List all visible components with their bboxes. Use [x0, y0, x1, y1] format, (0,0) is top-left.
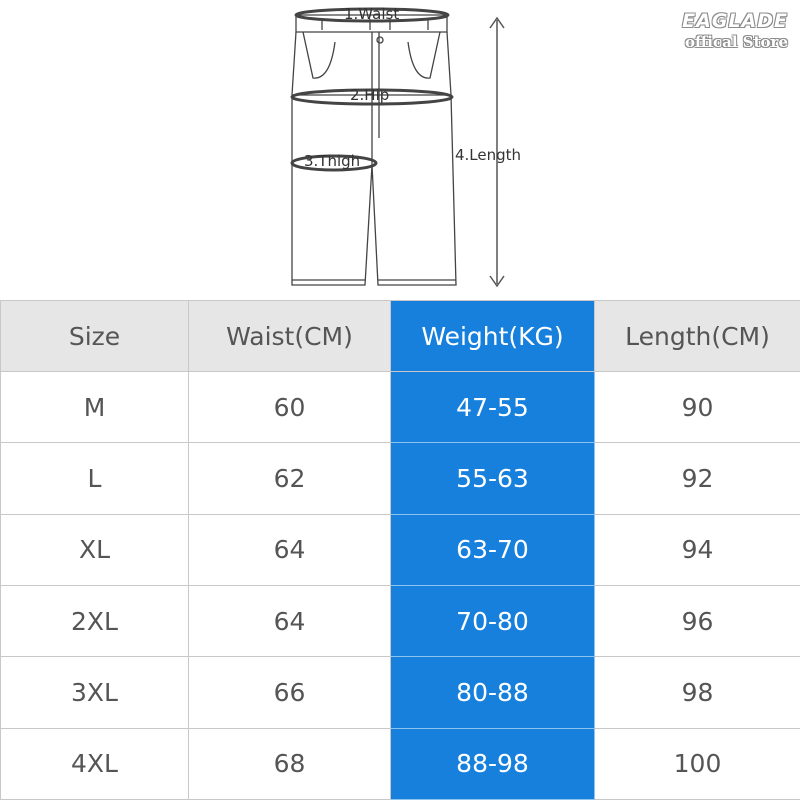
cell-weight: 80-88 [391, 657, 595, 728]
header-waist: Waist(CM) [189, 301, 391, 372]
table-row [1, 443, 800, 514]
waist-label: 1.Waist [344, 5, 400, 23]
cell-size: 4XL [1, 728, 189, 799]
cell-size: XL [1, 514, 189, 585]
brand-logo: EAGLADE [682, 10, 788, 32]
cell-size: 2XL [1, 585, 189, 656]
table-row [1, 372, 800, 443]
cell-waist: 64 [189, 514, 391, 585]
cell-weight: 70-80 [391, 585, 595, 656]
cell-waist: 62 [189, 443, 391, 514]
header-length: Length(CM) [595, 301, 800, 372]
table-row [1, 657, 800, 728]
cell-length: 92 [595, 443, 800, 514]
pants-measurement-diagram [0, 0, 800, 300]
cell-length: 98 [595, 657, 800, 728]
cell-size: M [1, 372, 189, 443]
cell-waist: 60 [189, 372, 391, 443]
length-label: 4.Length [455, 146, 522, 164]
cell-weight: 63-70 [391, 514, 595, 585]
brand-subtitle: offical Store [684, 33, 788, 51]
cell-size: L [1, 443, 189, 514]
pants-outline [292, 15, 456, 285]
cell-waist: 66 [189, 657, 391, 728]
cell-weight: 55-63 [391, 443, 595, 514]
cell-length: 100 [595, 728, 800, 799]
header-weight: Weight(KG) [391, 301, 595, 372]
cell-waist: 64 [189, 585, 391, 656]
table-row [1, 514, 800, 585]
cell-size: 3XL [1, 657, 189, 728]
cell-weight: 88-98 [391, 728, 595, 799]
size-chart-table [0, 300, 800, 800]
header-size: Size [1, 301, 189, 372]
cell-waist: 68 [189, 728, 391, 799]
cell-length: 94 [595, 514, 800, 585]
table-row [1, 585, 800, 656]
thigh-label: 3.Thigh [304, 152, 361, 170]
cell-length: 90 [595, 372, 800, 443]
table-row [1, 728, 800, 799]
cell-length: 96 [595, 585, 800, 656]
hip-label: 2.Hip [350, 86, 390, 104]
table-header-row [1, 301, 800, 372]
brand-watermark [682, 10, 788, 52]
cell-weight: 47-55 [391, 372, 595, 443]
